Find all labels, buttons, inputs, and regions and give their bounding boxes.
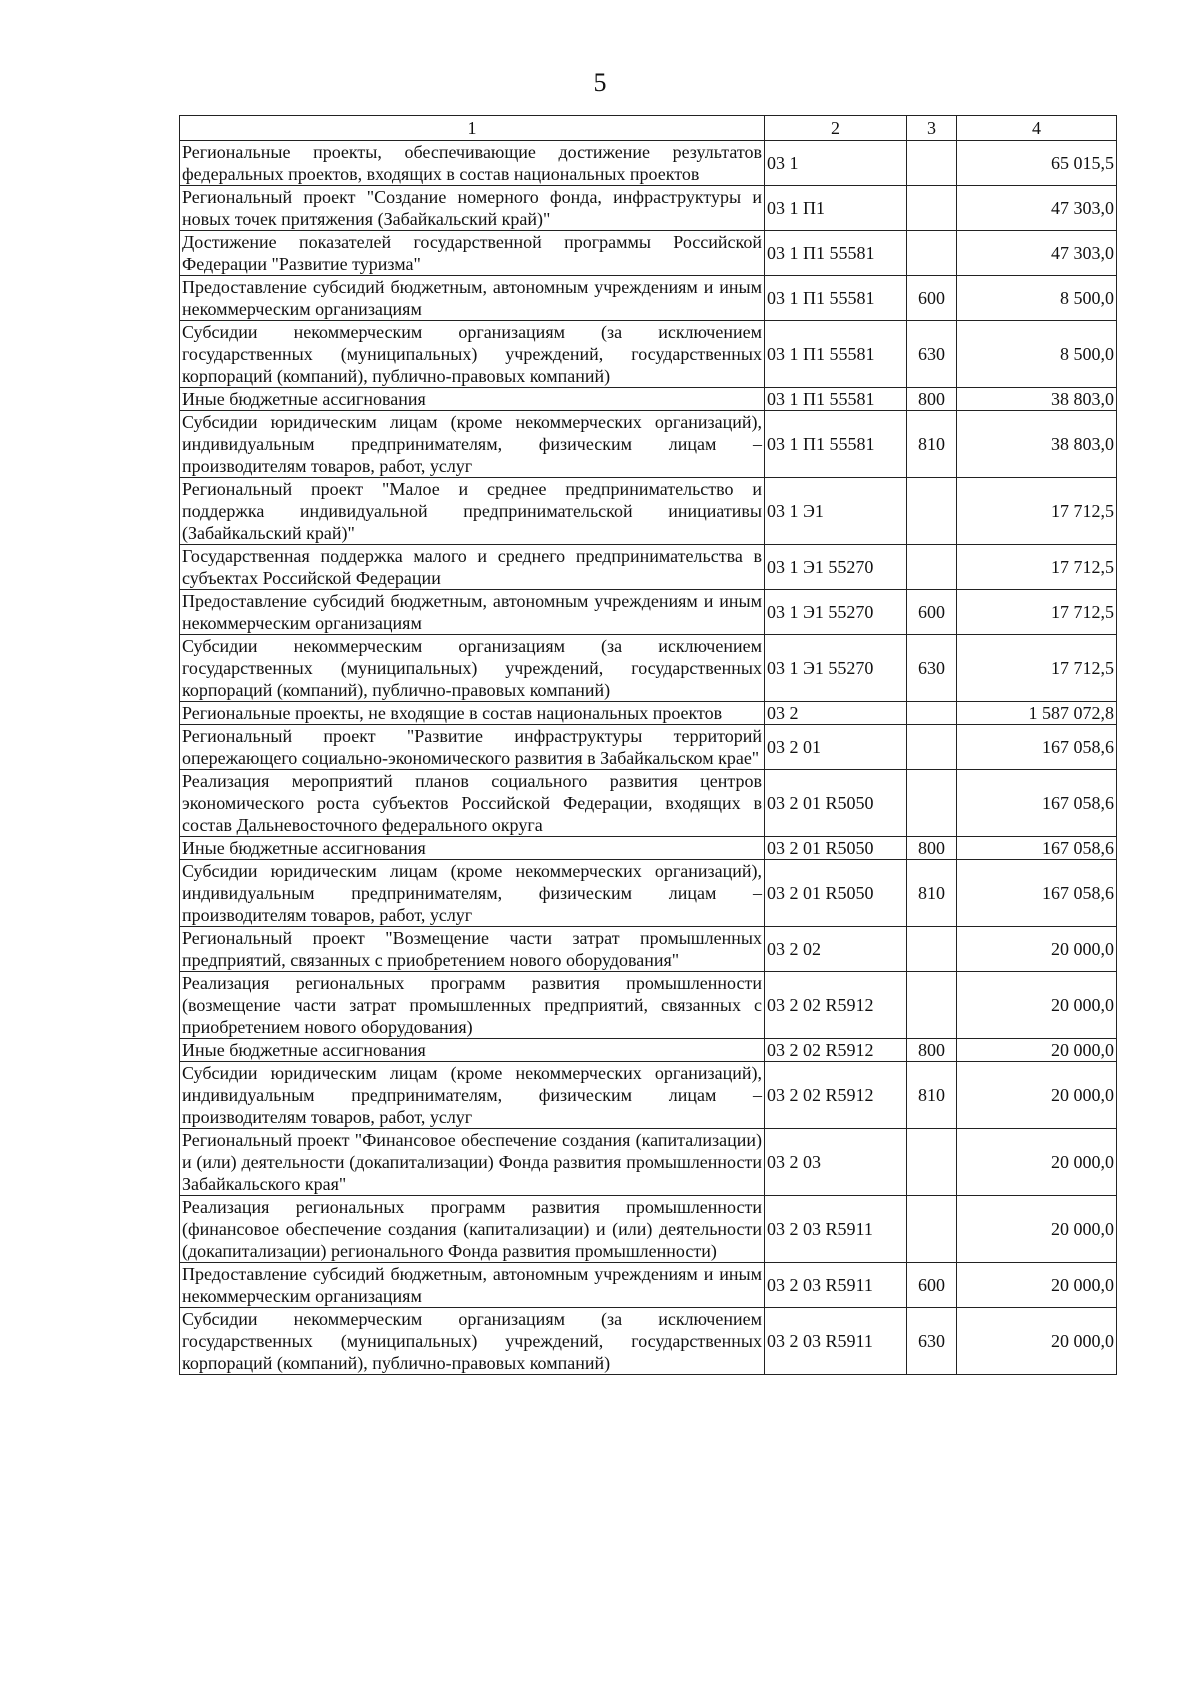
row-amount-cell: 20 000,0 bbox=[957, 1039, 1117, 1062]
row-amount-cell: 47 303,0 bbox=[957, 186, 1117, 231]
row-name-cell: Предоставление субсидий бюджетным, автономным учреждениям и иным некоммерческим организациям bbox=[180, 590, 765, 635]
table-row bbox=[180, 231, 1117, 276]
table-row bbox=[180, 545, 1117, 590]
row-code-cell: 03 1 П1 55581 bbox=[765, 321, 907, 388]
row-name-cell: Субсидии юридическим лицам (кроме некоммерческих организаций), индивидуальным предпринимателям, физическим лицам – производителям товаров, работ, услуг bbox=[180, 860, 765, 927]
row-code-cell: 03 2 02 R5912 bbox=[765, 1062, 907, 1129]
budget-table bbox=[179, 115, 1117, 1375]
row-amount-cell: 17 712,5 bbox=[957, 478, 1117, 545]
row-type-cell: 600 bbox=[907, 590, 957, 635]
row-code-cell: 03 2 02 R5912 bbox=[765, 1039, 907, 1062]
row-code-cell: 03 2 01 bbox=[765, 725, 907, 770]
table-row bbox=[180, 837, 1117, 860]
row-name-cell: Региональный проект "Малое и среднее предпринимательство и поддержка индивидуальной предпринимательской инициативы (Забайкальский край)" bbox=[180, 478, 765, 545]
row-amount-cell: 20 000,0 bbox=[957, 972, 1117, 1039]
row-type-cell: 600 bbox=[907, 276, 957, 321]
row-type-cell: 800 bbox=[907, 1039, 957, 1062]
row-amount-cell: 17 712,5 bbox=[957, 590, 1117, 635]
table-header bbox=[180, 116, 1117, 141]
row-amount-cell: 20 000,0 bbox=[957, 1062, 1117, 1129]
row-code-cell: 03 2 bbox=[765, 702, 907, 725]
row-type-cell bbox=[907, 231, 957, 276]
row-amount-cell: 17 712,5 bbox=[957, 545, 1117, 590]
row-name-cell: Региональный проект "Создание номерного фонда, инфраструктуры и новых точек притяжения (Забайкальский край)" bbox=[180, 186, 765, 231]
row-code-cell: 03 1 Э1 bbox=[765, 478, 907, 545]
table-body bbox=[180, 141, 1117, 1375]
row-code-cell: 03 1 П1 55581 bbox=[765, 231, 907, 276]
row-type-cell: 630 bbox=[907, 635, 957, 702]
row-type-cell: 630 bbox=[907, 321, 957, 388]
table-row bbox=[180, 478, 1117, 545]
row-name-cell: Региональные проекты, не входящие в состав национальных проектов bbox=[180, 702, 765, 725]
row-code-cell: 03 2 03 bbox=[765, 1129, 907, 1196]
row-name-cell: Реализация региональных программ развития промышленности (возмещение части затрат промышленных предприятий, связанных с приобретением нового оборудования) bbox=[180, 972, 765, 1039]
row-code-cell: 03 2 03 R5911 bbox=[765, 1308, 907, 1375]
row-name-cell: Субсидии некоммерческим организациям (за исключением государственных (муниципальных) учреждений, государственных корпораций (компаний), публично-правовых компаний) bbox=[180, 635, 765, 702]
table-row bbox=[180, 1039, 1117, 1062]
row-name-cell: Региональный проект "Возмещение части затрат промышленных предприятий, связанных с приобретением нового оборудования" bbox=[180, 927, 765, 972]
row-name-cell: Региональные проекты, обеспечивающие достижение результатов федеральных проектов, входящих в состав национальных проектов bbox=[180, 141, 765, 186]
row-code-cell: 03 1 П1 55581 bbox=[765, 388, 907, 411]
row-name-cell: Иные бюджетные ассигнования bbox=[180, 837, 765, 860]
row-amount-cell: 20 000,0 bbox=[957, 1308, 1117, 1375]
row-code-cell: 03 2 02 R5912 bbox=[765, 972, 907, 1039]
row-name-cell: Реализация региональных программ развития промышленности (финансовое обеспечение создания (капитализации) и (или) деятельности (докапитализации) регионального Фонда развития промышленности) bbox=[180, 1196, 765, 1263]
row-type-cell bbox=[907, 1129, 957, 1196]
row-code-cell: 03 1 bbox=[765, 141, 907, 186]
row-amount-cell: 20 000,0 bbox=[957, 1129, 1117, 1196]
table-row bbox=[180, 141, 1117, 186]
table-row bbox=[180, 860, 1117, 927]
column-header-2: 2 bbox=[765, 116, 907, 141]
row-amount-cell: 167 058,6 bbox=[957, 725, 1117, 770]
row-type-cell bbox=[907, 972, 957, 1039]
row-type-cell: 810 bbox=[907, 411, 957, 478]
row-type-cell bbox=[907, 545, 957, 590]
row-amount-cell: 65 015,5 bbox=[957, 141, 1117, 186]
row-code-cell: 03 2 01 R5050 bbox=[765, 860, 907, 927]
row-name-cell: Иные бюджетные ассигнования bbox=[180, 1039, 765, 1062]
row-name-cell: Региональный проект "Развитие инфраструктуры территорий опережающего социально-экономического развития в Забайкальском крае" bbox=[180, 725, 765, 770]
row-amount-cell: 167 058,6 bbox=[957, 770, 1117, 837]
row-code-cell: 03 1 Э1 55270 bbox=[765, 635, 907, 702]
row-type-cell bbox=[907, 1196, 957, 1263]
row-code-cell: 03 2 03 R5911 bbox=[765, 1263, 907, 1308]
table-row bbox=[180, 1196, 1117, 1263]
row-amount-cell: 1 587 072,8 bbox=[957, 702, 1117, 725]
table-row bbox=[180, 770, 1117, 837]
row-name-cell: Субсидии некоммерческим организациям (за исключением государственных (муниципальных) учреждений, государственных корпораций (компаний), публично-правовых компаний) bbox=[180, 321, 765, 388]
row-type-cell bbox=[907, 927, 957, 972]
row-code-cell: 03 2 03 R5911 bbox=[765, 1196, 907, 1263]
row-type-cell bbox=[907, 770, 957, 837]
row-type-cell: 810 bbox=[907, 860, 957, 927]
row-code-cell: 03 1 П1 55581 bbox=[765, 276, 907, 321]
row-amount-cell: 38 803,0 bbox=[957, 411, 1117, 478]
row-code-cell: 03 2 01 R5050 bbox=[765, 837, 907, 860]
row-type-cell bbox=[907, 141, 957, 186]
row-amount-cell: 17 712,5 bbox=[957, 635, 1117, 702]
table-row bbox=[180, 411, 1117, 478]
row-amount-cell: 8 500,0 bbox=[957, 276, 1117, 321]
row-type-cell: 800 bbox=[907, 388, 957, 411]
row-type-cell: 630 bbox=[907, 1308, 957, 1375]
row-code-cell: 03 2 02 bbox=[765, 927, 907, 972]
column-header-3: 3 bbox=[907, 116, 957, 141]
row-amount-cell: 167 058,6 bbox=[957, 860, 1117, 927]
row-amount-cell: 8 500,0 bbox=[957, 321, 1117, 388]
row-name-cell: Реализация мероприятий планов социального развития центров экономического роста субъектов Российской Федерации, входящих в состав Дальневосточного федерального округа bbox=[180, 770, 765, 837]
row-name-cell: Субсидии юридическим лицам (кроме некоммерческих организаций), индивидуальным предпринимателям, физическим лицам – производителям товаров, работ, услуг bbox=[180, 1062, 765, 1129]
column-header-1: 1 bbox=[180, 116, 765, 141]
row-type-cell bbox=[907, 702, 957, 725]
row-amount-cell: 20 000,0 bbox=[957, 1263, 1117, 1308]
row-amount-cell: 38 803,0 bbox=[957, 388, 1117, 411]
table-row bbox=[180, 1263, 1117, 1308]
row-code-cell: 03 2 01 R5050 bbox=[765, 770, 907, 837]
row-type-cell bbox=[907, 725, 957, 770]
table-row bbox=[180, 635, 1117, 702]
table-row bbox=[180, 972, 1117, 1039]
row-name-cell: Предоставление субсидий бюджетным, автономным учреждениям и иным некоммерческим организациям bbox=[180, 276, 765, 321]
row-code-cell: 03 1 Э1 55270 bbox=[765, 590, 907, 635]
table-row bbox=[180, 1062, 1117, 1129]
row-type-cell: 600 bbox=[907, 1263, 957, 1308]
row-code-cell: 03 1 Э1 55270 bbox=[765, 545, 907, 590]
row-type-cell: 800 bbox=[907, 837, 957, 860]
row-amount-cell: 167 058,6 bbox=[957, 837, 1117, 860]
row-amount-cell: 20 000,0 bbox=[957, 927, 1117, 972]
table-row bbox=[180, 186, 1117, 231]
row-amount-cell: 47 303,0 bbox=[957, 231, 1117, 276]
table-row bbox=[180, 1308, 1117, 1375]
row-code-cell: 03 1 П1 bbox=[765, 186, 907, 231]
row-name-cell: Предоставление субсидий бюджетным, автономным учреждениям и иным некоммерческим организациям bbox=[180, 1263, 765, 1308]
table-row bbox=[180, 725, 1117, 770]
table-row bbox=[180, 702, 1117, 725]
row-name-cell: Иные бюджетные ассигнования bbox=[180, 388, 765, 411]
row-type-cell: 810 bbox=[907, 1062, 957, 1129]
page-number: 5 bbox=[593, 68, 607, 97]
table-row bbox=[180, 1129, 1117, 1196]
table-row bbox=[180, 927, 1117, 972]
row-name-cell: Региональный проект "Финансовое обеспечение создания (капитализации) и (или) деятельности (докапитализации) Фонда развития промышленности Забайкальского края" bbox=[180, 1129, 765, 1196]
row-name-cell: Государственная поддержка малого и среднего предпринимательства в субъектах Российской Федерации bbox=[180, 545, 765, 590]
table-row bbox=[180, 388, 1117, 411]
row-type-cell bbox=[907, 478, 957, 545]
row-name-cell: Достижение показателей государственной программы Российской Федерации "Развитие туризма" bbox=[180, 231, 765, 276]
row-code-cell: 03 1 П1 55581 bbox=[765, 411, 907, 478]
row-amount-cell: 20 000,0 bbox=[957, 1196, 1117, 1263]
table-row bbox=[180, 321, 1117, 388]
table-row bbox=[180, 276, 1117, 321]
row-name-cell: Субсидии юридическим лицам (кроме некоммерческих организаций), индивидуальным предпринимателям, физическим лицам – производителям товаров, работ, услуг bbox=[180, 411, 765, 478]
row-type-cell bbox=[907, 186, 957, 231]
row-name-cell: Субсидии некоммерческим организациям (за исключением государственных (муниципальных) учреждений, государственных корпораций (компаний), публично-правовых компаний) bbox=[180, 1308, 765, 1375]
table-row bbox=[180, 590, 1117, 635]
column-header-4: 4 bbox=[957, 116, 1117, 141]
